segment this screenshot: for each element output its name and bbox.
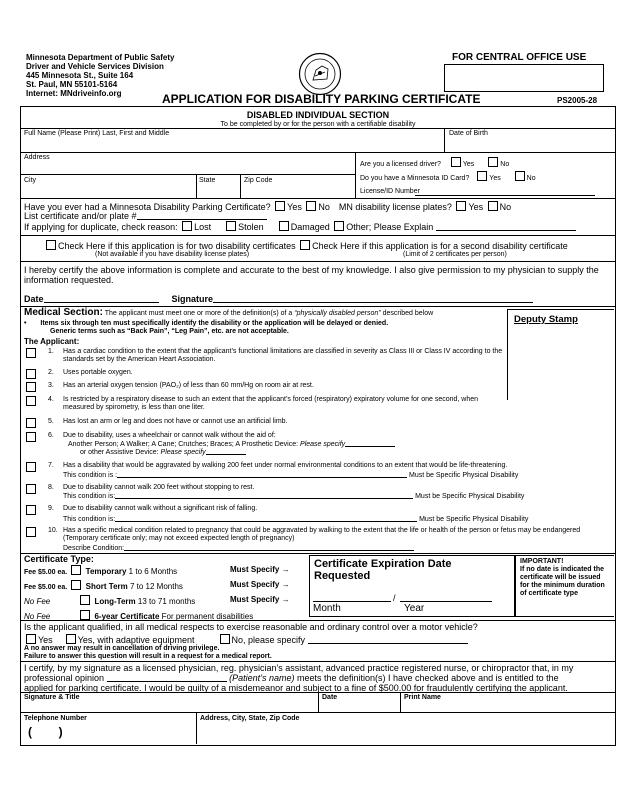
item-9-condition: This condition is: Must be Specific Physical Disability bbox=[63, 516, 529, 523]
item-8-condition: This condition is: Must be Specific Physical Disability bbox=[63, 493, 525, 500]
physician-cert: professional opinion (Patient’s name) meets the definition(s) I have checked above and is entitled to the bbox=[24, 673, 559, 683]
long-term-checkbox[interactable] bbox=[80, 595, 90, 605]
section-heading: DISABLED INDIVIDUAL SECTION bbox=[246, 110, 390, 120]
phone-label: Telephone Number bbox=[24, 715, 87, 722]
two-cert-note: (Not available if you have disability license plates) bbox=[95, 251, 250, 258]
motor-warning: Failure to answer this question will result in a request for a medical report. bbox=[24, 653, 272, 660]
physician-address-label: Address, City, State, Zip Code bbox=[200, 715, 300, 722]
id-no-checkbox[interactable] bbox=[515, 171, 525, 181]
motor-adaptive-checkbox[interactable] bbox=[66, 634, 76, 644]
month-field[interactable] bbox=[313, 601, 391, 602]
item-2-checkbox[interactable] bbox=[26, 369, 36, 379]
deputy-stamp-label: Deputy Stamp bbox=[514, 314, 578, 325]
motor-no-checkbox[interactable] bbox=[220, 634, 230, 644]
licensed-driver-row: Are you a licensed driver? Yes No bbox=[360, 157, 509, 169]
plates-yes-checkbox[interactable] bbox=[456, 201, 466, 211]
motor-warning: A no answer may result in cancellation of driving privilege. bbox=[24, 645, 220, 652]
describe-condition-field[interactable] bbox=[124, 550, 414, 551]
two-cert-checkbox[interactable] bbox=[46, 240, 56, 250]
cert-type-row: Fee $5.00 ea. Temporary 1 to 6 Months Must Specify → bbox=[24, 565, 290, 576]
license-id-label: License/ID Number bbox=[360, 188, 420, 195]
duplicate-reason-row: If applying for duplicate, check reason: Lost Stolen Damaged Other; Please Explain bbox=[24, 221, 614, 232]
date-slash: / bbox=[393, 593, 396, 603]
physician-cert: I certify, by my signature as a licensed physician, reg. physician’s assistant, advanced practice registered nurse, or chiropractor that, in my bbox=[24, 663, 574, 673]
expiration-title: Certificate Expiration Date Requested bbox=[314, 558, 452, 582]
motor-specify-field[interactable] bbox=[308, 643, 468, 644]
medical-intro: Medical Section: The applicant must meet one or more of the definition(s) of a “physically disabled person” described below bbox=[24, 307, 434, 318]
section-subheading: To be completed by or for the person with a certifiable disability bbox=[220, 121, 416, 128]
certify-text: I hereby certify the above information is complete and accurate to the best of my knowledge. I also give permission to my physician to supply the information requested. bbox=[24, 265, 599, 285]
central-office-label: FOR CENTRAL OFFICE USE bbox=[452, 52, 587, 63]
item-7-checkbox[interactable] bbox=[26, 462, 36, 472]
plate-number-row: List certificate and/or plate # bbox=[24, 211, 267, 221]
central-office-box bbox=[444, 64, 604, 92]
city-label: City bbox=[24, 177, 37, 184]
item-7-condition-field[interactable] bbox=[117, 477, 407, 478]
cert-type-row: No Fee 6-year Certificate For permanent disabilities bbox=[24, 612, 254, 621]
agency-line: Driver and Vehicle Services Division bbox=[26, 62, 164, 71]
six-year-checkbox[interactable] bbox=[80, 610, 90, 620]
lost-checkbox[interactable] bbox=[182, 221, 192, 231]
item-9-condition-field[interactable] bbox=[115, 521, 417, 522]
state-seal-icon bbox=[298, 52, 342, 96]
year-field[interactable] bbox=[400, 601, 492, 602]
month-label: Month bbox=[313, 603, 341, 614]
item-6-other: or other Assistive Device: Please specify bbox=[80, 449, 246, 457]
motor-yes-checkbox[interactable] bbox=[26, 634, 36, 644]
item-8-condition-field[interactable] bbox=[115, 498, 413, 499]
item-4-checkbox[interactable] bbox=[26, 396, 36, 406]
sig-title-label: Signature & Title bbox=[24, 694, 80, 701]
cert-type-row: Fee $5.00 ea. Short Term 7 to 12 Months Must Specify → bbox=[24, 580, 290, 591]
prosthetic-field[interactable] bbox=[345, 446, 395, 447]
other-explain-field[interactable] bbox=[436, 230, 576, 231]
address-label: Address bbox=[24, 154, 50, 161]
year-label: Year bbox=[404, 603, 425, 614]
patient-name-field[interactable] bbox=[107, 681, 227, 682]
motor-options: Yes Yes, with adaptive equipment No, please specify bbox=[24, 634, 468, 645]
dob-label: Date of Birth bbox=[449, 130, 488, 137]
cert-type-row: No Fee Long-Term 13 to 71 months Must Specify → bbox=[24, 595, 290, 606]
id-yes-checkbox[interactable] bbox=[477, 171, 487, 181]
item-1-checkbox[interactable] bbox=[26, 348, 36, 358]
cert-type-heading: Certificate Type: bbox=[24, 554, 94, 564]
medical-bullet: • Items six through ten must specifically identify the disability or the application will be delayed or denied. bbox=[24, 320, 389, 327]
prior-cert-yes-checkbox[interactable] bbox=[275, 201, 285, 211]
item-5-checkbox[interactable] bbox=[26, 418, 36, 428]
licensed-no-checkbox[interactable] bbox=[488, 157, 498, 167]
item-10-checkbox[interactable] bbox=[26, 527, 36, 537]
describe-condition-row: Describe Condition: bbox=[63, 545, 414, 553]
item-3-checkbox[interactable] bbox=[26, 382, 36, 392]
item-8-checkbox[interactable] bbox=[26, 484, 36, 494]
phone-field[interactable]: ( ) bbox=[28, 725, 63, 739]
plate-number-field[interactable] bbox=[137, 219, 267, 220]
second-cert-note: (Limit of 2 certificates per person) bbox=[403, 251, 507, 258]
item-6-devices: Another Person; A Walker; A Cane; Crutches; Braces; A Prosthetic Device: Please specify bbox=[68, 441, 395, 449]
signature-field[interactable] bbox=[213, 302, 533, 303]
medical-bullet: Generic terms such as “Back Pain”, “Leg Pain”, etc. are not acceptable. bbox=[50, 328, 289, 335]
second-cert-checkbox[interactable] bbox=[300, 240, 310, 250]
agency-line: Minnesota Department of Public Safety bbox=[26, 53, 175, 62]
plates-no-checkbox[interactable] bbox=[488, 201, 498, 211]
agency-line: St. Paul, MN 55101-5164 bbox=[26, 80, 118, 89]
physician-date-label: Date bbox=[322, 694, 338, 701]
agency-line: 445 Minnesota St., Suite 164 bbox=[26, 71, 134, 80]
form-title: APPLICATION FOR DISABILITY PARKING CERTIFICATE bbox=[162, 92, 481, 106]
state-label: State bbox=[199, 177, 216, 184]
item-9-checkbox[interactable] bbox=[26, 505, 36, 515]
temporary-checkbox[interactable] bbox=[71, 565, 81, 575]
mn-id-row: Do you have a Minnesota ID Card? Yes No bbox=[360, 171, 536, 183]
item-6-checkbox[interactable] bbox=[26, 432, 36, 442]
form-number: PS2005-28 bbox=[557, 96, 598, 105]
other-checkbox[interactable] bbox=[334, 221, 344, 231]
assistive-device-field[interactable] bbox=[206, 454, 246, 455]
agency-line: Internet: MNdriveinfo.org bbox=[26, 89, 122, 98]
prior-certificate-row: Have you ever had a Minnesota Disability Parking Certificate? Yes No MN disability license plates? Yes No bbox=[24, 202, 512, 212]
important-text: If no date is indicated the certificate will be issued for the minimum duration of certificate type bbox=[520, 566, 605, 597]
important-title: IMPORTANT! bbox=[520, 558, 564, 565]
item-7-condition: This condition is : Must be Specific Physical Disability bbox=[63, 472, 519, 479]
short-term-checkbox[interactable] bbox=[71, 580, 81, 590]
licensed-yes-checkbox[interactable] bbox=[451, 157, 461, 167]
date-signature-row: Date Signature bbox=[24, 294, 533, 304]
print-name-label: Print Name bbox=[404, 694, 441, 701]
motor-question: Is the applicant qualified, in all medical respects to exercise reasonable and ordinary control over a motor vehicle? bbox=[24, 622, 478, 632]
two-cert-row: Check Here if this application is for two disability certificates Check Here if this application is for a second disability certificate bbox=[44, 240, 614, 251]
zip-label: Zip Code bbox=[244, 177, 273, 184]
damaged-checkbox[interactable] bbox=[279, 221, 289, 231]
date-field[interactable] bbox=[44, 302, 159, 303]
physician-cert: applied for parking certificate. I would be guilty of a misdemeanor and subject to a fine of $500.00 for fraudulently certifying the applicant. bbox=[24, 683, 568, 693]
stolen-checkbox[interactable] bbox=[226, 221, 236, 231]
full-name-label: Full Name (Please Print) Last, First and Middle bbox=[24, 130, 170, 137]
applicant-label: The Applicant: bbox=[24, 337, 80, 346]
prior-cert-no-checkbox[interactable] bbox=[306, 201, 316, 211]
